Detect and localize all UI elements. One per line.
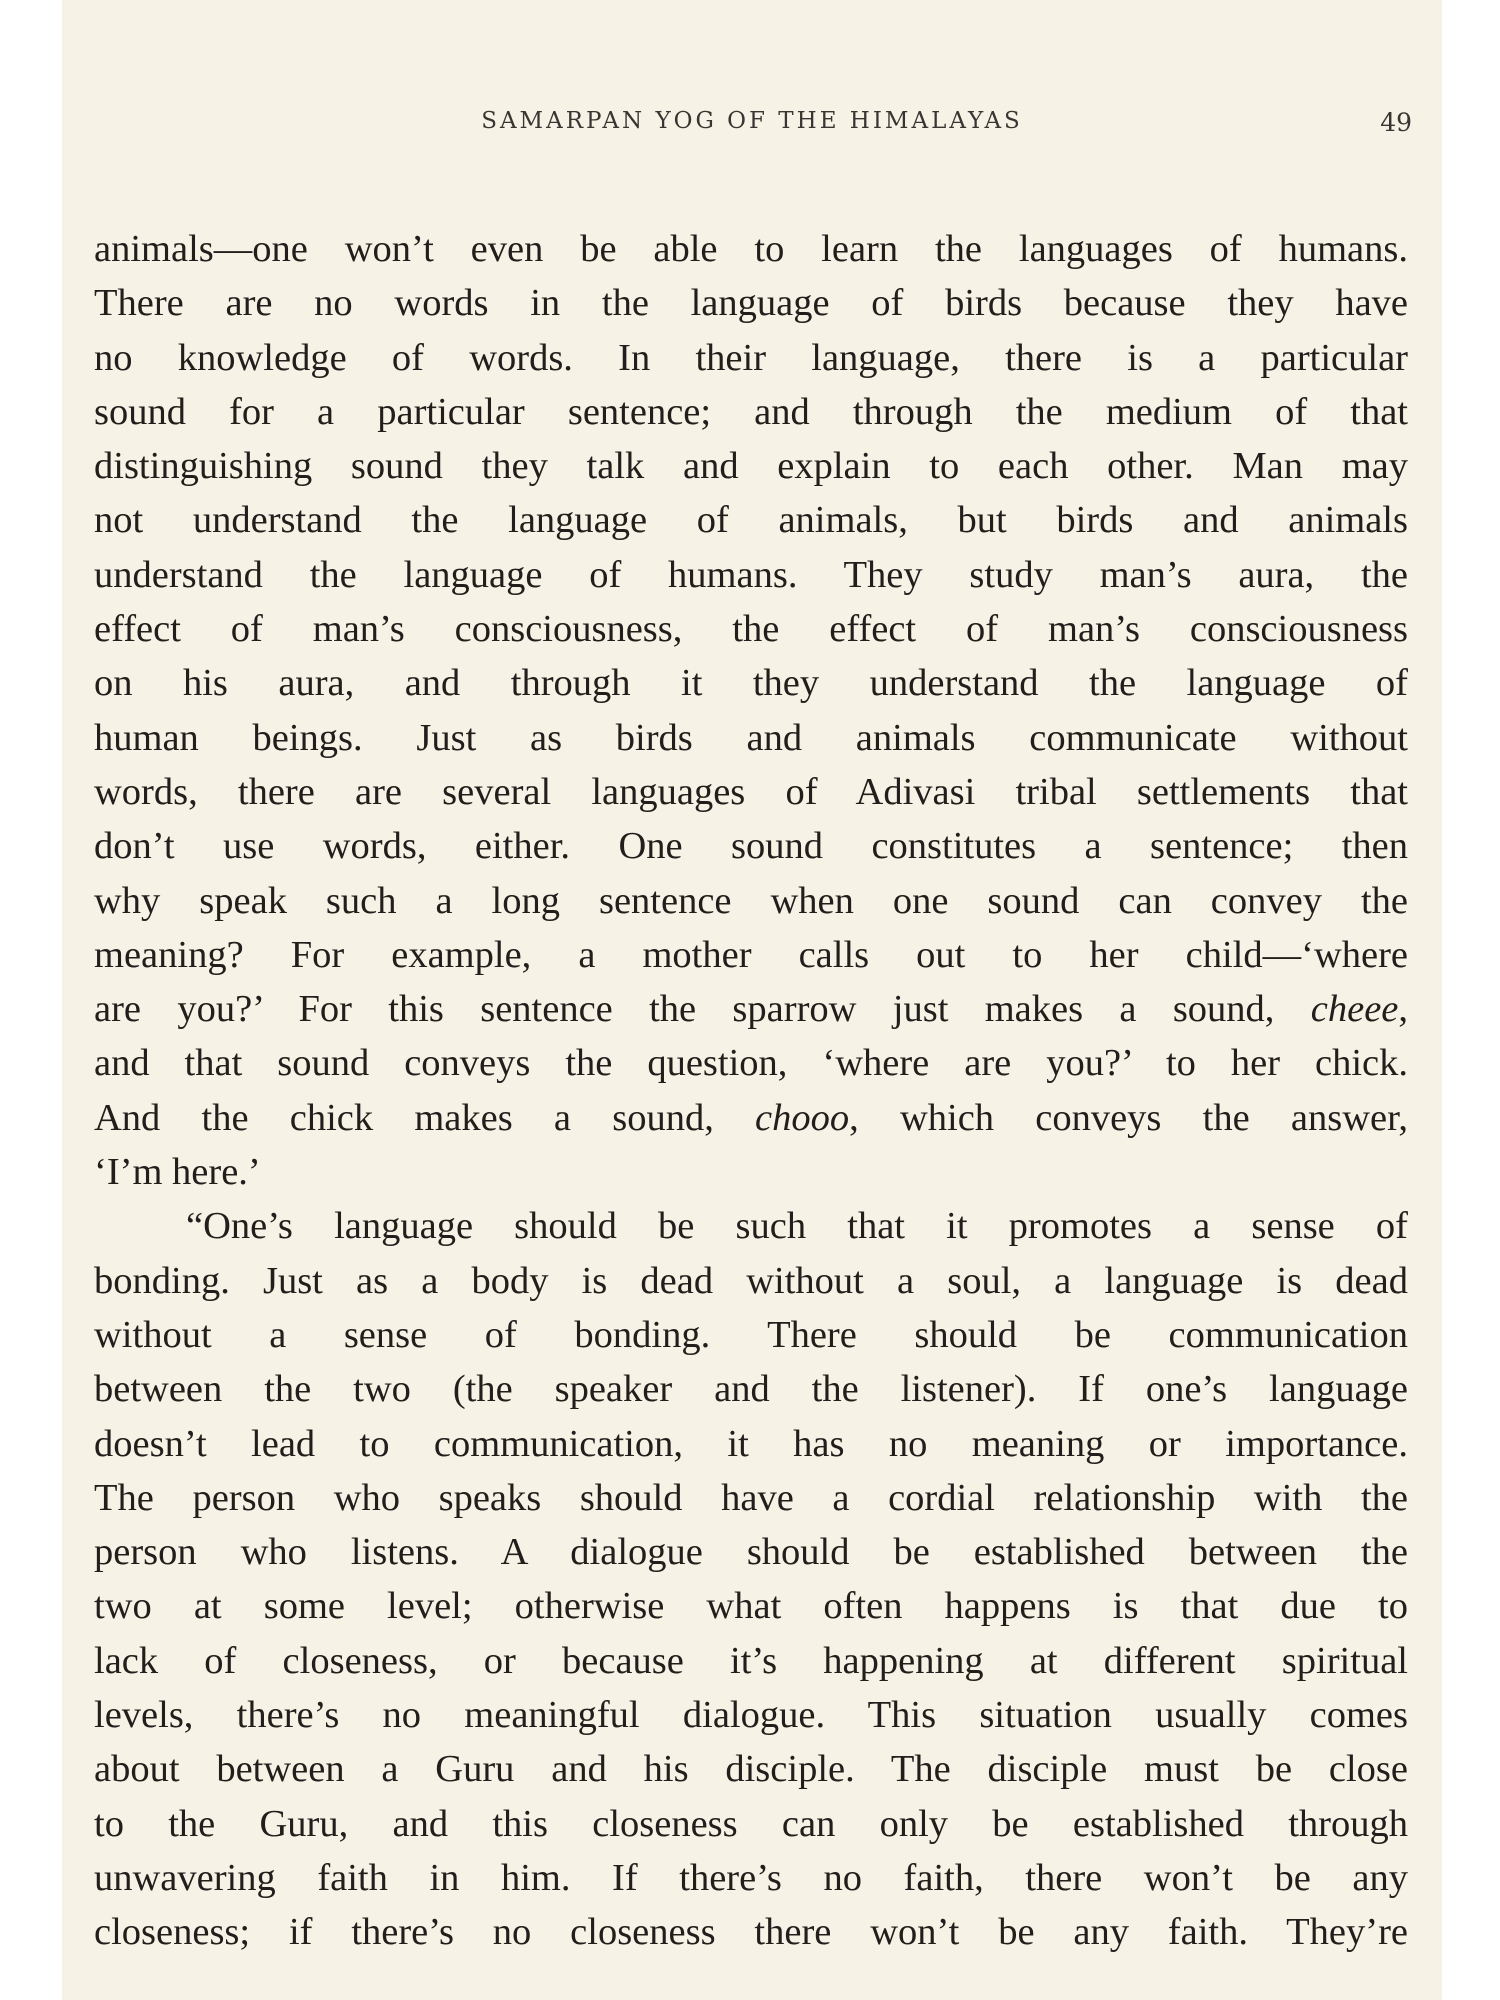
text-line: are you?’ For this sentence the sparrow just makes a sound, cheee, <box>94 988 1408 1031</box>
text-line: don’t use words, either. One sound constitutes a sentence; then <box>94 825 1408 868</box>
text-line: not understand the language of animals, but birds and animals <box>94 499 1408 542</box>
book-page <box>62 0 1442 2000</box>
text-line: on his aura, and through it they understand the language of <box>94 662 1408 705</box>
text-line: understand the language of humans. They study man’s aura, the <box>94 553 1408 596</box>
text-line: without a sense of bonding. There should be communication <box>94 1313 1408 1356</box>
text-line: meaning? For example, a mother calls out to her child—‘where <box>94 933 1408 976</box>
running-title: SAMARPAN YOG OF THE HIMALAYAS <box>481 108 1023 134</box>
text-line: between the two (the speaker and the listener). If one’s language <box>94 1368 1408 1411</box>
text-line: animals—one won’t even be able to learn the languages of humans. <box>94 228 1408 270</box>
text-line: effect of man’s consciousness, the effect of man’s consciousness <box>94 608 1408 651</box>
text-line: unwavering faith in him. If there’s no faith, there won’t be any <box>94 1856 1408 1899</box>
italic-word: chooo <box>755 1096 850 1139</box>
text-line: to the Guru, and this closeness can only be established through <box>94 1802 1408 1845</box>
text-line: levels, there’s no meaningful dialogue. This situation usually comes <box>94 1694 1408 1737</box>
text-line: no knowledge of words. In their language, there is a particular <box>94 336 1408 379</box>
text-line: There are no words in the language of birds because they have <box>94 282 1408 325</box>
text-line: about between a Guru and his disciple. The disciple must be close <box>94 1748 1408 1791</box>
text-line: doesn’t lead to communication, it has no meaning or importance. <box>94 1422 1408 1465</box>
text-line: distinguishing sound they talk and explain to each other. Man may <box>94 445 1408 488</box>
text-line: lack of closeness, or because it’s happening at different spiritual <box>94 1639 1408 1682</box>
text-line: why speak such a long sentence when one sound can convey the <box>94 879 1408 922</box>
italic-word: cheee <box>1310 988 1399 1031</box>
text-line: And the chick makes a sound, chooo, which conveys the answer, <box>94 1096 1408 1139</box>
text-line: and that sound conveys the question, ‘where are you?’ to her chick. <box>94 1042 1408 1085</box>
text-line: closeness; if there’s no closeness there won’t be any faith. They’re <box>94 1911 1408 1954</box>
text-line: person who listens. A dialogue should be established between the <box>94 1531 1408 1574</box>
text-line: ‘I’m here.’ <box>94 1151 261 1194</box>
text-line: bonding. Just as a body is dead without a soul, a language is dead <box>94 1259 1408 1302</box>
text-line: sound for a particular sentence; and through the medium of that <box>94 390 1408 433</box>
text-line: human beings. Just as birds and animals communicate without <box>94 716 1408 759</box>
text-line: two at some level; otherwise what often happens is that due to <box>94 1585 1408 1628</box>
body-text <box>94 222 1408 1960</box>
text-line: The person who speaks should have a cordial relationship with the <box>94 1476 1408 1519</box>
running-header <box>62 108 1442 148</box>
text-line: “One’s language should be such that it promotes a sense of <box>186 1205 1408 1248</box>
text-line: words, there are several languages of Adivasi tribal settlements that <box>94 770 1408 813</box>
page-number: 49 <box>1380 108 1412 137</box>
